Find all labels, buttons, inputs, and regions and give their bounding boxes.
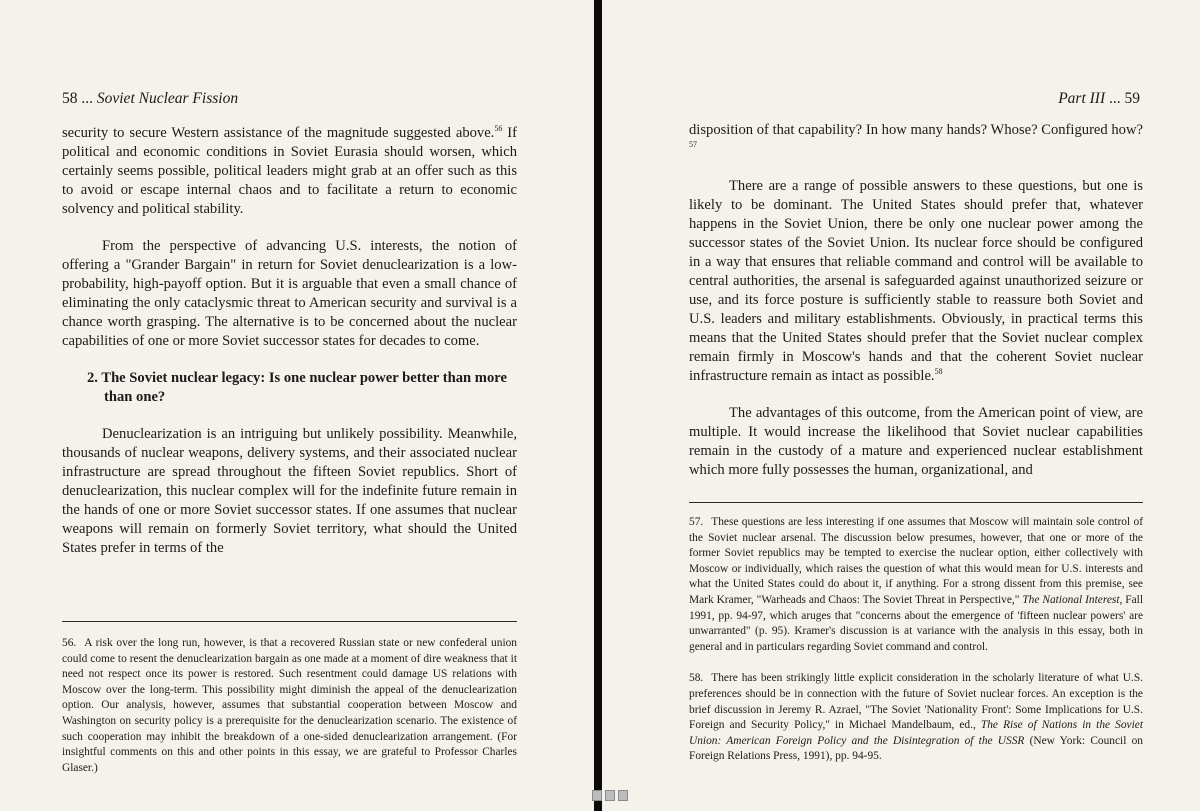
left-footnote-rule	[62, 621, 517, 622]
right-paragraph-2: There are a range of possible answers to these questions, but one is likely to be dominant. The United States should prefer that, whatever happens in the Soviet Union, there be only one nuclear power among the successor states of the Soviet Union. Its nuclear force should be configured in a way that ensures that reliable command and control will be available to central authorities, the arsenal is safeguarded against unauthorized seizure or use, and its force posture is sufficiently stable to reassure both Soviet and U.S. leaders and military establishments. Obviously, in practical terms this means that the United States should prefer that the Soviet nuclear complex remain firmly in Moscow's hands and that the coherent Soviet nuclear infrastructure remain as intact as possible.$^{58}$	[689, 178, 1143, 384]
left-page-number: 58 ...	[62, 90, 93, 107]
right-running-header	[1058, 90, 1140, 108]
page-view-toggle[interactable]	[592, 790, 628, 802]
footnote-57: 57. These questions are less interesting if one assumes that Moscow will maintain sole control of the Soviet nuclear arsenal. The discussion below presumes, however, that one or more of the former Soviet republics may be tempted to exercise the nuclear option, either collectively with Moscow or individually, which raises the question of what this would mean for U.S. interests and what the United States could do about it, if anything. For a strong dissent from this premise, see Mark Kramer, "Warheads and Chaos: The Soviet Threat in Perspective," The National Interest, Fall 1991, pp. 94-97, which aruges that "concerns about the emergence of 'fifteen nuclear powers' are unwarranted" (p. 95). Kramer's discussion is at variance with the analysis in this essay, both in general and in particulars regarding Soviet command and control.	[689, 516, 1143, 653]
left-page	[0, 0, 594, 811]
left-footnotes	[62, 636, 517, 792]
right-footnotes	[689, 515, 1143, 781]
book-spine-gutter	[594, 0, 602, 811]
section-heading: 2. The Soviet nuclear legacy: Is one nuclear power better than more than one?	[87, 370, 507, 405]
page-view-icon-1[interactable]	[592, 790, 602, 801]
left-paragraph-1: security to secure Western assistance of the magnitude suggested above.$^{56}$ If political and economic conditions in Soviet Eurasia should worsen, which certainly seems possible, political leaders might grab at an offer such as this to avoid or escape internal chaos and to facilitate a return to economic solvency and political stability.	[62, 124, 517, 217]
journal-title: The National Interest	[1022, 593, 1120, 606]
page-view-icon-2[interactable]	[605, 790, 615, 801]
right-running-title: Part III	[1058, 90, 1106, 107]
footnote-ref-58: 58	[934, 367, 943, 376]
footnote-ref-56: 56	[494, 124, 503, 133]
footnote-ref-57: 57	[689, 140, 697, 149]
left-paragraph-3: Denuclearization is an intriguing but unlikely possibility. Meanwhile, thousands of nuclear weapons, delivery systems, and their associated nuclear infrastructure are spread throughout the fifteen Soviet republics. Short of denuclearization, this nuclear complex will for the indefinite future remain in the hands of one or more Soviet successor states. If one assumes that nuclear weapons will remain on formerly Soviet territory, what should the United States prefer in terms of the	[62, 426, 517, 556]
footnote-56: 56. A risk over the long run, however, is that a recovered Russian state or new confederal union could come to resent the denuclearization bargain as one made at a moment of dire weakness that it need not respect once its power is restored. Such resentment could damage US relations with Moscow over the long-term. This possibility might diminish the appeal of the denuclearization option. Our analysis, however, assumes that substantial cooperation between Moscow and Washington on security policy is a prerequisite for the denuclearization scenario. The existence of such cooperation may inhibit the breakdown of a one-sided denuclearization arrangement. (For insightful comments on this and other points in this essay, we are grateful to Professor Charles Glaser.)	[62, 637, 517, 774]
left-running-title: Soviet Nuclear Fission	[96, 90, 239, 107]
right-paragraph-3: The advantages of this outcome, from the American point of view, are multiple. It would increase the likelihood that Soviet nuclear capabilities remain in the custody of a mature and experienced nuclear establishment which more fully possesses the human, organizational, and	[689, 405, 1143, 478]
footnote-58: 58. There has been strikingly little explicit consideration in the scholarly literature of what U.S. preferences should be in connection with the future of Soviet nuclear forces. An exception is the brief discussion in Jeremy R. Azrael, "The Soviet 'Nationality Front': Some Implications for U.S. Foreign and Security Policy," in Michael Mandelbaum, ed., The Rise of Nations in the Soviet Union: American Foreign Policy and the Disintegration of the USSR (New York: Council on Foreign Relations Press, 1991), pp. 94-95.	[689, 672, 1143, 763]
left-body-text	[62, 124, 517, 576]
right-page	[602, 0, 1200, 811]
right-body-text	[689, 121, 1143, 498]
book-title: The Rise of Nations in the Soviet Union: American Foreign Policy and the Disintegration of the USSR	[689, 719, 1143, 747]
right-footnote-rule	[689, 502, 1143, 503]
right-page-number: ... 59	[1109, 90, 1140, 107]
left-paragraph-2: From the perspective of advancing U.S. interests, the notion of offering a "Grander Bargain" in return for Soviet denuclearization is a low-probability, high-payoff option. But it is arguable that even a small chance of eliminating the only cataclysmic threat to American security and survival is a chance worth grasping. The alternative is to be concerned about the nuclear capabilities of one or more Soviet successor states for decades to come.	[62, 238, 517, 349]
left-running-header	[62, 90, 238, 108]
right-paragraph-1: disposition of that capability? In how many hands? Whose? Configured how?$^{57}$	[689, 122, 1143, 149]
page-view-icon-3[interactable]	[618, 790, 628, 801]
